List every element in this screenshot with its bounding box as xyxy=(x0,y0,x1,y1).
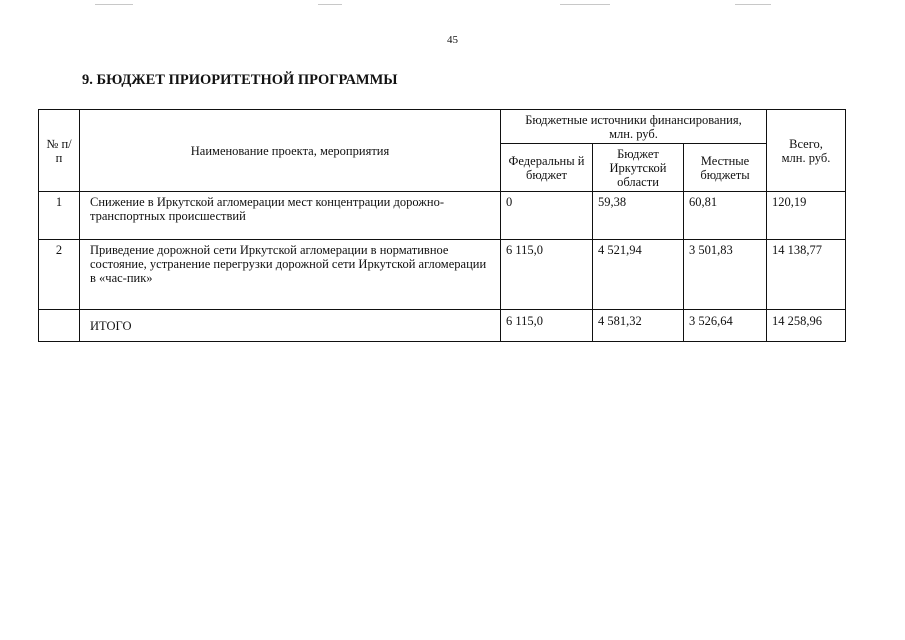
table-row xyxy=(39,192,846,240)
header-federal: Федеральны й бюджет xyxy=(501,144,593,192)
totals-num-cell xyxy=(39,310,80,342)
page-number: 45 xyxy=(447,34,458,46)
row-name: Снижение в Иркутской агломерации мест концентрации дорожно-транспортных происшествий xyxy=(80,192,501,240)
totals-local: 3 526,64 xyxy=(684,310,767,342)
table-row xyxy=(39,240,846,310)
scan-artifact xyxy=(560,4,610,5)
header-total: Всего, млн. руб. xyxy=(767,110,846,192)
row-total: 120,19 xyxy=(767,192,846,240)
totals-federal: 6 115,0 xyxy=(501,310,593,342)
header-regional: Бюджет Иркутской области xyxy=(593,144,684,192)
row-name: Приведение дорожной сети Иркутской агломерации в нормативное состояние, устранение перегрузки дорожной сети Иркутской агломерации в «час-пик» xyxy=(80,240,501,310)
scan-artifact xyxy=(318,4,342,5)
header-local: Местные бюджеты xyxy=(684,144,767,192)
row-local: 60,81 xyxy=(684,192,767,240)
scan-artifact xyxy=(95,4,133,5)
row-federal: 6 115,0 xyxy=(501,240,593,310)
section-title: 9. БЮДЖЕТ ПРИОРИТЕТНОЙ ПРОГРАММЫ xyxy=(82,72,398,88)
row-local: 3 501,83 xyxy=(684,240,767,310)
row-total: 14 138,77 xyxy=(767,240,846,310)
row-num: 2 xyxy=(39,240,80,310)
header-num: № п/п xyxy=(39,110,80,192)
totals-total: 14 258,96 xyxy=(767,310,846,342)
row-regional: 4 521,94 xyxy=(593,240,684,310)
totals-row xyxy=(39,310,846,342)
scan-artifact xyxy=(735,4,771,5)
header-name: Наименование проекта, мероприятия xyxy=(80,110,501,192)
row-regional: 59,38 xyxy=(593,192,684,240)
row-num: 1 xyxy=(39,192,80,240)
totals-regional: 4 581,32 xyxy=(593,310,684,342)
header-sources: Бюджетные источники финансирования, млн. руб. xyxy=(501,110,767,144)
row-federal: 0 xyxy=(501,192,593,240)
budget-table xyxy=(38,109,846,342)
table-header-row xyxy=(39,110,846,144)
totals-label: ИТОГО xyxy=(80,310,501,342)
